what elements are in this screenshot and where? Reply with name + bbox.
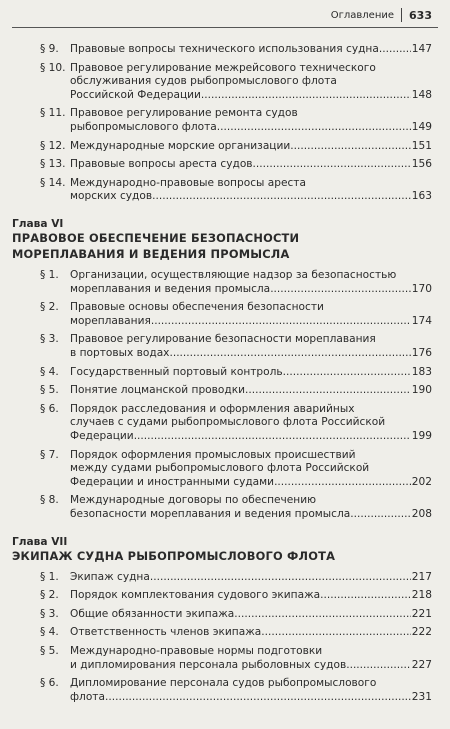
entry-title-line: Международно-правовые вопросы ареста: [70, 176, 306, 189]
dot-leader: [283, 366, 411, 380]
entry-page-number: 151: [411, 139, 432, 152]
section-number: § 5.: [40, 384, 59, 397]
entry-title-line: Международные договоры по обеспечению: [70, 494, 317, 507]
entry-page-number: 147: [411, 43, 432, 55]
dot-leader: [379, 43, 411, 57]
entry-title-line: морских судов: [70, 190, 153, 203]
entry-title-line: Порядок оформления промысловых происшествий: [70, 448, 356, 461]
entry-title-line: Международно-правовые нормы подготовки: [70, 645, 323, 657]
entry-last-line: [70, 384, 432, 398]
dot-leader: [245, 384, 411, 398]
entry-last-line: [70, 315, 432, 329]
entry-title-line: между судами рыбопромыслового флота Российской: [70, 462, 370, 475]
chapter-label: Глава VI: [12, 218, 64, 230]
header-label: Оглавление: [330, 9, 395, 21]
entry-title-line: Порядок расследования и оформления аварийных: [70, 402, 355, 415]
entry-title-line: Федерации: [70, 429, 134, 442]
entry-title-line: Правовое регулирование ремонта судов: [70, 107, 298, 120]
entry-title-line: Федерации и иностранными судами: [70, 475, 275, 488]
entry-last-line: [70, 190, 432, 204]
header-page-number: 633: [409, 8, 432, 22]
dot-leader: [217, 121, 411, 135]
entry-last-line: [70, 589, 432, 603]
section-number: § 2.: [40, 301, 59, 314]
entry-page-number: 227: [411, 658, 432, 671]
entry-title-line: в портовых водах: [70, 346, 170, 359]
section-number: § 4.: [40, 626, 59, 639]
entry-title-line: Организации, осуществляющие надзор за безопасностью: [70, 269, 397, 281]
entry-title-line: Государственный портовый контроль: [70, 365, 283, 378]
chapter-title-line: МОРЕПЛАВАНИЯ И ВЕДЕНИЯ ПРОМЫСЛА: [12, 247, 290, 261]
header-rule: [12, 27, 438, 28]
dot-leader: [270, 283, 411, 297]
dot-leader: [150, 571, 411, 585]
entry-page-number: 174: [411, 314, 432, 327]
dot-leader: [152, 190, 411, 204]
entry-last-line: [70, 430, 432, 444]
section-number: § 1.: [40, 269, 59, 281]
entry-page-number: 202: [411, 475, 432, 488]
entry-title-line: Порядок комплектования судового экипажа: [70, 589, 321, 602]
entry-title-line: Правовые основы обеспечения безопасности: [70, 301, 324, 314]
entry-title-line: Ответственность членов экипажа: [70, 626, 262, 639]
entry-page-number: 156: [411, 158, 432, 171]
section-number: § 6.: [40, 677, 59, 690]
section-number: § 10.: [40, 61, 66, 74]
running-header: [331, 8, 432, 22]
entry-title-line: Общие обязанности экипажа: [70, 607, 235, 620]
dot-leader: [169, 347, 410, 361]
entry-page-number: 199: [411, 429, 432, 442]
entry-title-line: Правовые вопросы ареста судов: [70, 158, 253, 171]
entry-page-number: 222: [411, 626, 432, 639]
entry-last-line: [70, 43, 432, 57]
entry-page-number: 190: [411, 384, 432, 397]
entry-page-number: 170: [411, 282, 432, 295]
entry-title-line: рыбопромыслового флота: [70, 120, 217, 133]
entry-page-number: 221: [411, 607, 432, 620]
entry-title-line: Российской Федерации: [70, 88, 201, 101]
entry-page-number: 208: [411, 507, 432, 520]
section-number: § 1.: [40, 570, 59, 583]
entry-last-line: [70, 121, 432, 135]
dot-leader: [134, 430, 411, 444]
entry-title-line: обслуживания судов рыбопромыслового флота: [70, 75, 337, 88]
entry-title-line: мореплавания и ведения промысла: [70, 282, 271, 295]
entry-last-line: [70, 158, 432, 172]
entry-page-number: 176: [411, 346, 432, 359]
entry-last-line: [70, 89, 432, 103]
entry-title-line: и дипломирования персонала рыболовных судов: [70, 658, 347, 671]
entry-last-line: [70, 508, 432, 522]
dot-leader: [201, 89, 411, 103]
entry-title-line: Экипаж судна: [70, 570, 150, 583]
chapter-label: Глава VII: [12, 535, 68, 548]
entry-title-line: мореплавания: [70, 314, 151, 327]
section-number: § 3.: [40, 333, 59, 346]
entry-last-line: [70, 659, 432, 673]
section-number: § 5.: [40, 645, 59, 657]
section-number: § 6.: [40, 402, 59, 415]
entry-page-number: 148: [411, 88, 432, 101]
entry-title-line: случаев с судами рыбопромыслового флота Российской: [70, 416, 386, 429]
section-number: § 9.: [40, 43, 59, 55]
dot-leader: [253, 158, 411, 172]
entry-page-number: 149: [411, 120, 432, 133]
dot-leader: [274, 476, 411, 490]
section-number: § 3.: [40, 607, 59, 620]
entry-page-number: 183: [411, 365, 432, 378]
entry-title-line: Понятие лоцманской проводки: [70, 384, 245, 397]
header-separator: [401, 8, 402, 22]
dot-leader: [261, 626, 411, 640]
entry-last-line: [70, 476, 432, 490]
entry-last-line: [70, 283, 432, 297]
entry-last-line: [70, 626, 432, 640]
entry-title-line: Правовое регулирование межрейсового технического: [70, 61, 376, 74]
dot-leader: [290, 140, 410, 154]
dot-leader: [350, 508, 411, 522]
entry-title-line: безопасности мореплавания и ведения промысла: [70, 507, 351, 520]
entry-page-number: 218: [411, 589, 432, 602]
entry-page-number: 163: [411, 190, 432, 203]
section-number: § 4.: [40, 365, 59, 378]
dot-leader: [346, 659, 411, 673]
entry-last-line: [70, 366, 432, 380]
chapter-title-line: ЭКИПАЖ СУДНА РЫБОПРОМЫСЛОВОГО ФЛОТА: [12, 548, 336, 563]
dot-leader: [234, 608, 411, 622]
chapter-title-line: ПРАВОВОЕ ОБЕСПЕЧЕНИЕ БЕЗОПАСНОСТИ: [12, 231, 300, 245]
section-number: § 7.: [40, 448, 59, 461]
entry-last-line: [70, 571, 432, 585]
dot-leader: [320, 589, 411, 603]
entry-title-line: флота: [70, 690, 105, 703]
entry-title-line: Правовое регулирование безопасности мореплавания: [70, 333, 376, 346]
dot-leader: [151, 315, 411, 329]
section-number: § 2.: [40, 589, 59, 602]
section-number: § 13.: [40, 158, 66, 171]
entry-last-line: [70, 347, 432, 361]
section-number: § 12.: [40, 139, 66, 152]
dot-leader: [105, 691, 411, 705]
entry-title-line: Дипломирование персонала судов рыбопромыслового: [70, 677, 377, 690]
section-number: § 14.: [40, 176, 66, 189]
entry-last-line: [70, 140, 432, 154]
section-number: § 11.: [40, 107, 66, 120]
entry-last-line: [70, 608, 432, 622]
entry-title-line: Правовые вопросы технического использования судна: [70, 43, 379, 55]
entry-title-line: Международные морские организации: [70, 139, 291, 152]
entry-page-number: 231: [411, 690, 432, 703]
section-number: § 8.: [40, 494, 59, 507]
entry-last-line: [70, 691, 432, 705]
entry-page-number: 217: [411, 570, 432, 583]
